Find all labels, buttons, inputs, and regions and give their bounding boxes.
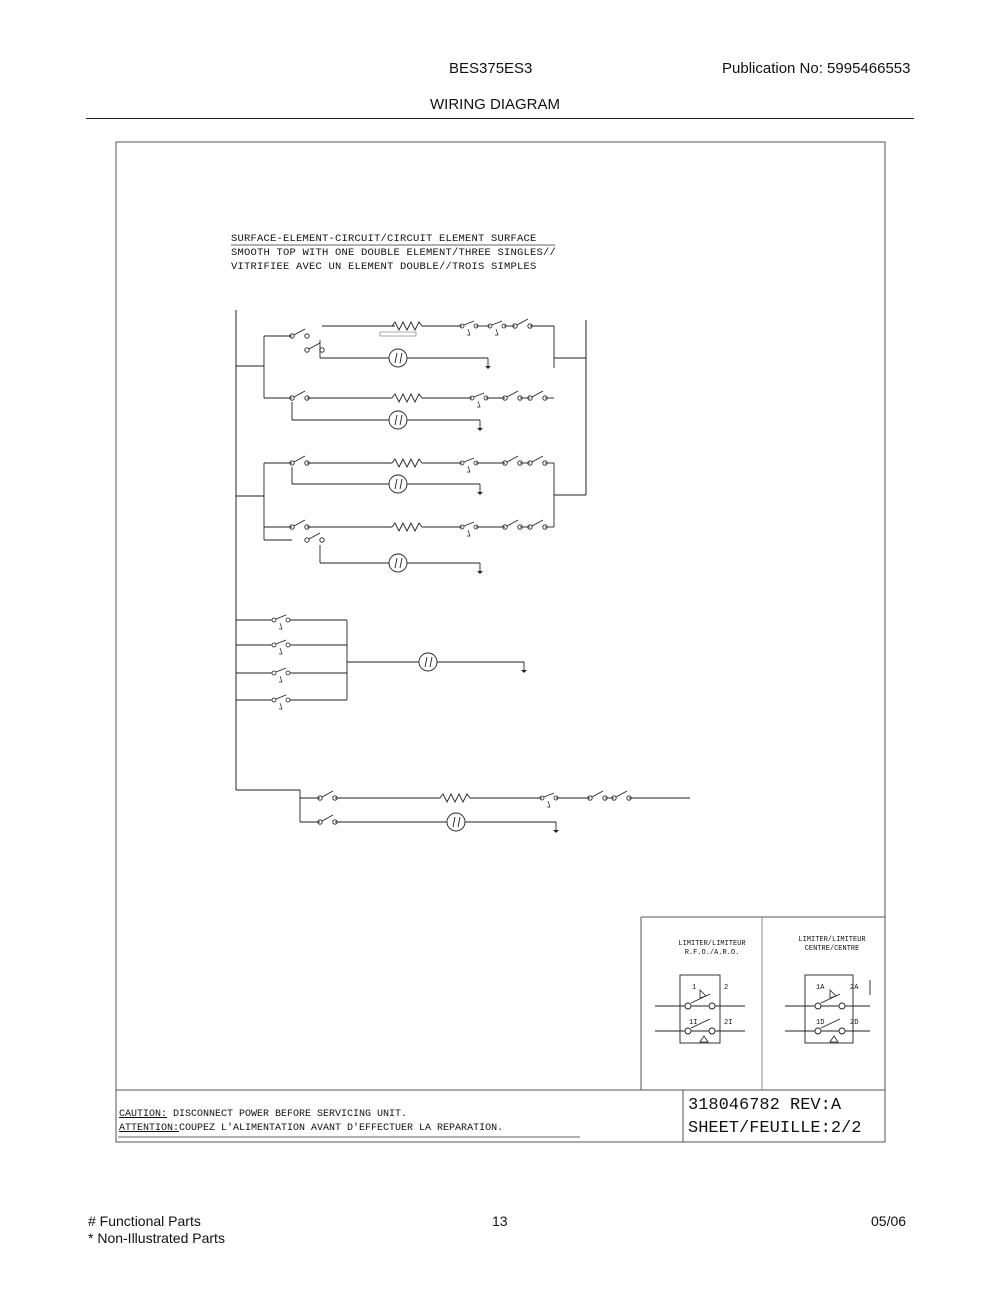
warmer-circuit xyxy=(236,790,690,833)
limiter-left-detail xyxy=(655,975,745,1043)
caution-note: CAUTION: DISCONNECT POWER BEFORE SERVICING UNIT. xyxy=(119,1109,408,1120)
limiter-left-term-2: 2 xyxy=(724,984,729,992)
non-illustrated-parts-note: * Non-Illustrated Parts xyxy=(88,1230,225,1246)
limiter-right-term-1: 1A xyxy=(816,984,825,992)
part-revision: 318046782 REV:A xyxy=(688,1096,842,1115)
limiter-left-term-3: 1I xyxy=(689,1019,698,1027)
diagram-border xyxy=(116,142,885,1142)
page-number: 13 xyxy=(492,1213,508,1229)
limiter-right-term-3: 1D xyxy=(816,1019,825,1027)
publication-date: 05/06 xyxy=(871,1213,907,1229)
attention-note: ATTENTION:COUPEZ L'ALIMENTATION AVANT D'EFFECTUER LA REPARATION. xyxy=(119,1123,504,1134)
limiter-left-label: LIMITER/LIMITEUR R.F.O./A.R.O. xyxy=(678,940,746,957)
limiter-right-term-2: 2A xyxy=(850,984,859,992)
element-circuit-3 xyxy=(264,456,554,495)
functional-parts-note: # Functional Parts xyxy=(88,1213,201,1229)
element-circuit-2 xyxy=(264,391,554,431)
limiter-left-term-1: 1 xyxy=(692,984,697,992)
limiter-right-term-4: 2D xyxy=(850,1019,859,1027)
diagram-title-line-2: SMOOTH TOP WITH ONE DOUBLE ELEMENT/THREE SINGLES// xyxy=(231,247,557,259)
element-circuit-1 xyxy=(264,319,554,369)
limiter-left-term-4: 2I xyxy=(724,1019,733,1027)
sheet-number: SHEET/FEUILLE:2/2 xyxy=(688,1119,862,1138)
hot-surface-switches xyxy=(236,615,527,709)
diagram-title-line-3: VITRIFIEE AVEC UN ELEMENT DOUBLE//TROIS SIMPLES xyxy=(231,261,537,273)
model-number: BES375ES3 xyxy=(449,60,533,77)
page-title: WIRING DIAGRAM xyxy=(430,96,560,113)
diagram-title-line-1: SURFACE-ELEMENT-CIRCUIT/CIRCUIT ELEMENT SURFACE xyxy=(231,233,537,245)
limiter-right-label: LIMITER/LIMITEUR CENTRE/CENTRE xyxy=(798,936,866,953)
element-circuit-4 xyxy=(264,520,554,574)
publication-number: Publication No: 5995466553 xyxy=(722,60,911,77)
